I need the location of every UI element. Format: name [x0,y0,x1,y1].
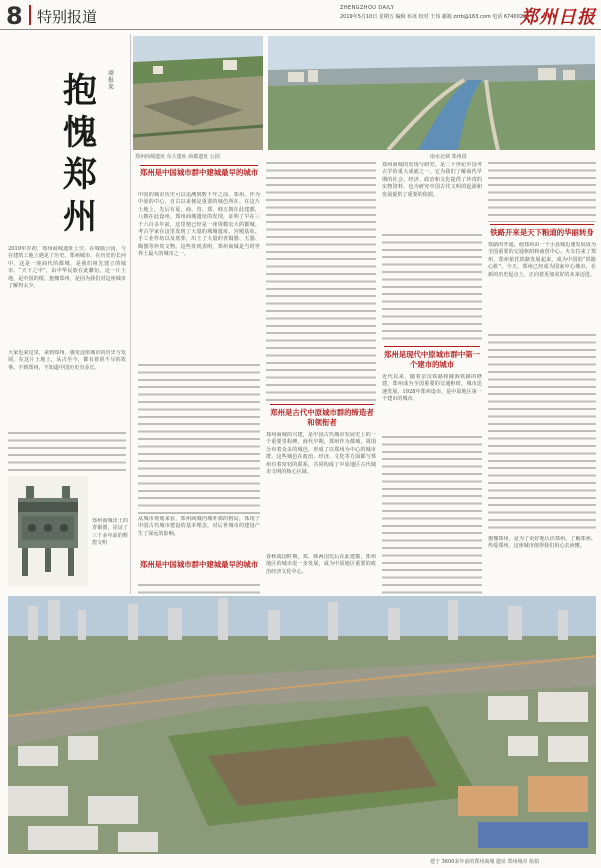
column-3-text-2: 近代以来，随着京汉铁路和陇海铁路的修建，郑州成为全国重要的交通枢纽，城市迅速发展。1928年郑州设市，是中原地区第一个建市的城市。 [382,374,482,403]
column-1-tail [138,584,260,594]
column-3-filler [382,234,482,344]
subhead-1-repeat: 郑州是中国城市群中建城最早的城市 [139,560,259,569]
page-number: 8 [6,2,23,30]
newspaper-logo: 郑州日报 [520,7,596,28]
header-accent-bar [29,5,31,25]
feature-intro-2: 大家也来这里，来到郑州，感受这座城市的历史与发展。在这片土地上，从古至今，都有着说不尽的故事。不到郑州，不知道中国历史有多长。 [8,350,126,371]
column-2-text-2: 春秋战国时期，郑、韩两国先后在此建都，郑州地区的城市进一步发展，成为中原地区重要的政治经济文化中心。 [266,554,376,575]
column-4-filler [488,162,596,222]
top-left-photo-caption: 郑州商城遗址 东大遗址 商都遗址 公园 [135,154,220,160]
column-2-text: 郑州商城的兴建，是中国古代城市发展史上的一个重要里程碑。商代早期，郑州作为都城，周围分布着众多的城邑，形成了以郑州为中心的城市群。这些城邑在政治、经济、文化等方面都与郑州有着密切的联系，共同构成了中原地区古代城市文明的核心区域。 [266,432,376,476]
column-1-filler [138,364,260,514]
subhead-2: 郑州是古代中原城市群的缔造者和领衔者 [270,408,374,427]
column-3-text: 郑州商城的发现与研究，是二十世纪中国考古学的重大成就之一。它为我们了解商代早期的社会、经济、政治和文化提供了珍贵的实物资料，也为研究中国古代文明的起源和发展提供了重要的依据。 [382,162,482,198]
column-4-filler-2 [488,334,596,534]
shang-city-site-photo [133,36,263,150]
subhead-1: 郑州是中国城市群中建城最早的城市 [139,168,259,177]
column-4-text: 铁路的开通，使郑州由一个小县城迅速发展成为全国重要的交通枢纽和商贸中心。火车拉来了郑州，郑州依托铁路发展起来，成为中国的“铁路心脏”。今天，郑州已经成为国家中心城市，在新的历史起点上，正向着更加美好的未来迈进。 [488,242,596,278]
subhead-rule-4 [490,224,594,225]
subhead-3: 郑州是现代中原城市群中第一个建市的城市 [383,350,481,369]
feature-byline: 商报来 [108,70,115,91]
bronze-ding-image [8,476,88,586]
paper-english-name: ZHENGZHOU DAILY [340,5,395,11]
artifact-caption: 郑州商城出土的青铜器，见证了三千多年前的辉煌文明 [92,518,128,547]
subhead-rule-3 [384,346,480,347]
column-2-filler [266,162,376,402]
column-4-text-2: 抱愧郑州，是为了更好地认识郑州、了解郑州、热爱郑州。这座城市值得我们用心去读懂。 [488,536,596,550]
dateline: 2019年5月10日 星期五 编辑 布冰 校对 王伟 邮箱 zzrb@163.com 电话 67400223 [340,14,530,20]
subhead-rule-2 [270,404,374,405]
column-divider [130,34,131,594]
feature-intro: 2019年岁初，郑州商城遗址上空，在城墙公园，与在建筑工地上遇见了历史。郑州城市，在历史的长河中，这是一座商代的都城，是我们祖先建立的城市。“天下之中”，由中华民族在此繁衍，这一片土地，是中国的根。抱愧郑州，是因为我们对这座城市了解得太少。 [8,246,126,290]
page-header [0,0,601,30]
south-north-water-canal-photo [268,36,595,150]
section-title: 特别报道 [37,8,98,26]
subhead-rule [140,165,258,166]
feature-headline: 抱愧郑州 [63,71,97,237]
column-1-text-2: 从城市规划来看，郑州商城内城外郭的格局，体现了中国古代城市建设的基本理念，对后世城市的建设产生了深远的影响。 [138,516,260,537]
column-1-text: 中国的城市历史可以追溯到数千年之前。郑州，作为中原的中心，自古以来便是重要的城邑所在。在这片土地上，先后有夏、商、管、郑、韩五朝在此建都，八朝在此设州。郑州商城遗址的发现，证明了早在三千六百多年前，这里便已经是一座规模宏大的都城。考古学家在这里发现了大量的城墙遗址、宫殿基址、手工业作坊以及墓葬，出土了大量的青铜器、玉器、陶器等珍贵文物。这些发现表明，郑州商城是当时世界上最大的城市之一。 [138,192,260,258]
column-3-tail [382,436,482,594]
bottom-photo-caption: 建于 3600多年前的郑州商城 遗址 郑州城市 航拍 [430,859,540,865]
subhead-4: 铁路开来是天下粮道的华丽转身 [490,228,594,237]
top-right-photo-caption: 南水北调 郑州段 [430,154,467,160]
feature-text-filler [8,432,126,472]
aerial-city-photo [8,596,596,854]
